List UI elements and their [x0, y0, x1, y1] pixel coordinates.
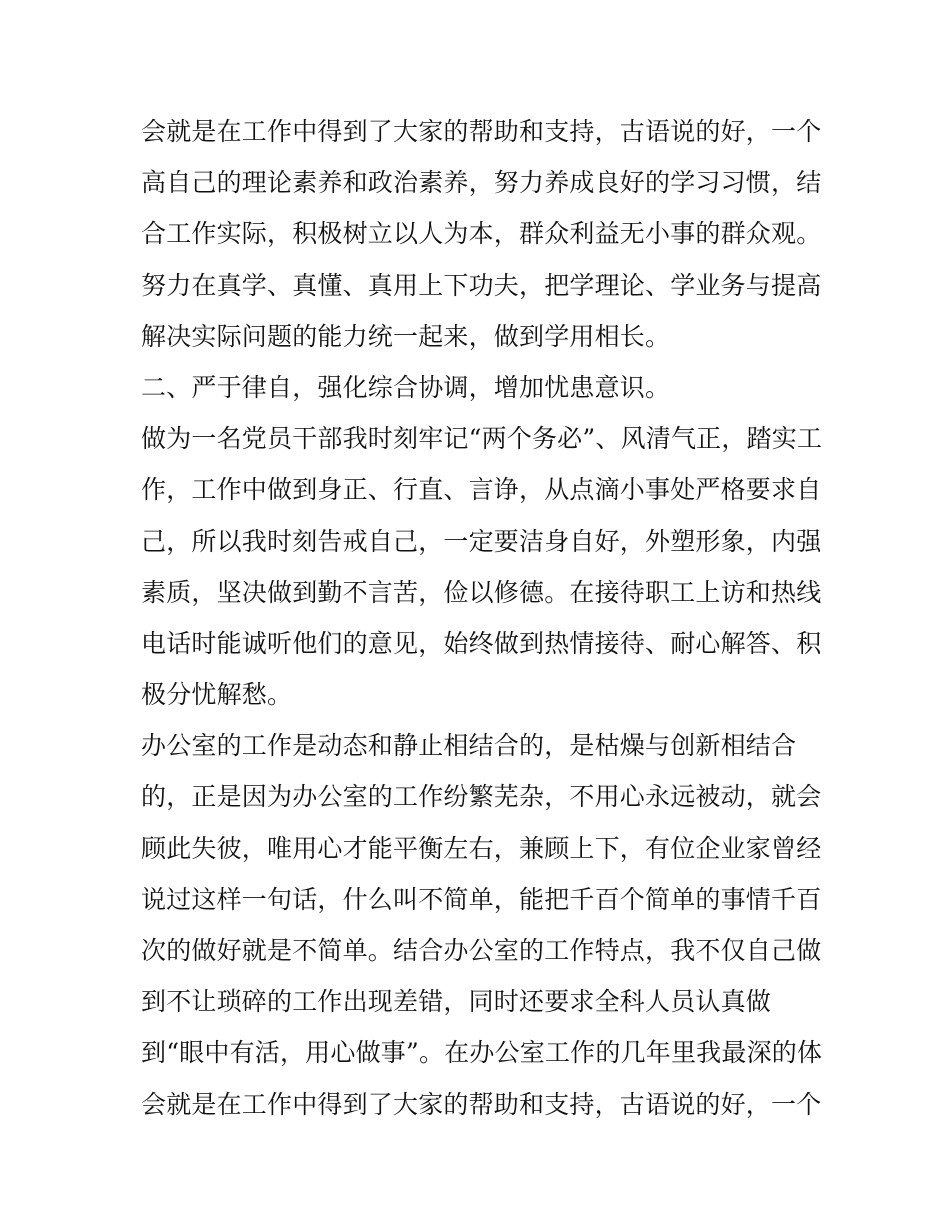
text-line: 的，正是因为办公室的工作纷繁芜杂，不用心永远被动，就会: [141, 782, 822, 812]
text-line: 会就是在工作中得到了大家的帮助和支持，古语说的好，一个: [141, 117, 822, 146]
text-line: 次的做好就是不简单。结合办公室的工作特点，我不仅自己做: [141, 936, 822, 965]
text-line: 素质，坚决做到勤不言苦，俭以修德。在接待职工上访和热线: [141, 577, 822, 607]
text-line: 办公室的工作是动态和静止相结合的，是枯燥与创新相结合: [141, 731, 797, 761]
text-line: 说过这样一句话，什么叫不简单，能把千百个简单的事情千百: [141, 884, 822, 914]
section-heading: 二、严于律自，强化综合协调，增加忧患意识。: [141, 372, 671, 402]
text-line: 合工作实际，积极树立以人为本，群众利益无小事的群众观。: [141, 219, 822, 249]
body-text: [141, 106, 821, 1130]
text-line: 会就是在工作中得到了大家的帮助和支持，古语说的好，一个: [141, 1089, 822, 1119]
text-line: 极分忧解愁。: [141, 680, 293, 710]
text-line: 己，所以我时刻告戒自己，一定要洁身自好，外塑形象，内强: [141, 526, 822, 556]
text-line: 做为一名党员干部我时刻牢记“两个务必”、风清气正，踏实工: [141, 424, 823, 454]
text-line: 高自己的理论素养和政治素养，努力养成良好的学习习惯，结: [141, 168, 822, 198]
text-line: 解决实际问题的能力统一起来，做到学用相长。: [141, 321, 671, 351]
text-line: 到“眼中有活，用心做事”。在办公室工作的几年里我最深的体: [141, 1038, 823, 1068]
text-line: 努力在真学、真懂、真用上下功夫，把学理论、学业务与提高: [141, 270, 822, 300]
text-line: 到不让琐碎的工作出现差错，同时还要求全科人员认真做: [141, 987, 772, 1017]
text-line: 顾此失彼，唯用心才能平衡左右，兼顾上下，有位企业家曾经: [141, 833, 822, 863]
text-line: 电话时能诚听他们的意见，始终做到热情接待、耐心解答、积: [141, 628, 822, 658]
text-line: 作，工作中做到身正、行直、言诤，从点滴小事处严格要求自: [141, 475, 822, 505]
